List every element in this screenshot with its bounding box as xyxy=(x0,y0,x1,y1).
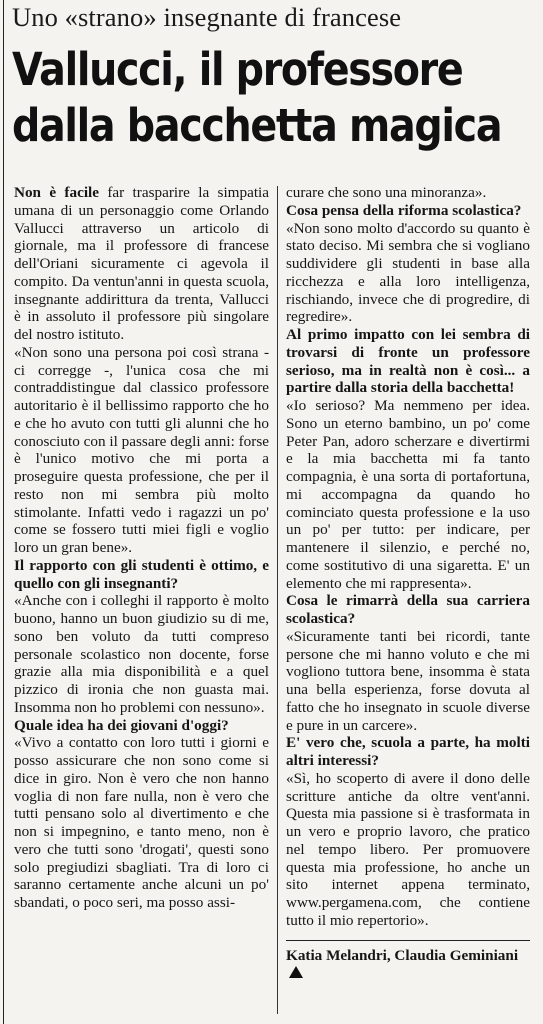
headline-line-1: Vallucci, il professore xyxy=(12,43,463,96)
paragraph-text: far trasparire la simpatia umana di un personaggio come Orlando Vallucci attraverso un articolo di giornale, ma il professore di francese dell'Oriani sicuramente ci agevola il compito. Da ventun'anni in questa scuola, insegnante addirittura da trenta, Vallucci è in assoluto il professore più singolare del nostro istituto. xyxy=(14,184,269,343)
answer: «Vivo a contatto con loro tutti i giorni e posso assicurare che non sono come si dice in giro. Non è vero che non hanno voglia di non fare nulla, non è vero che tutti pensano solo al divertimento e che non si impegnino, e tanto meno, non è vero che tutti sono 'drogati', questi sono solo pregiudizi sbagliati. Tra di loro ci saranno certamente anche alcuni un po' sbandati, o poco seri, ma posso assi- xyxy=(14,734,269,911)
answer: «Sicuramente tanti bei ricordi, tante persone che mi hanno voluto e che mi vogliono tuttora bene, insomma è stata una bella esperienza, forse dovuta al fatto che ho insegnato in scuole diverse e pure in un carcere». xyxy=(286,627,530,734)
headline-line-2: dalla bacchetta magica xyxy=(12,99,502,152)
kicker: Uno «strano» insegnante di francese xyxy=(12,2,402,32)
byline-text: Katia Melandri, Claudia Geminiani xyxy=(286,946,519,964)
answer: «Sì, ho scoperto di avere il dono delle scritture antiche da oltre vent'anni. Questa mia passione si è trasformata in un vero e proprio lavoro, che pratico nel tempo libero. Per promuovere questa mia professione, ho anche un sito internet appena terminato, www.pergamena.com, che contiene tutto il mio repertorio». xyxy=(286,769,530,929)
question: Al primo impatto con lei sembra di trovarsi di fronte un professore serioso, ma in realtà non è così... a partire dalla storia della bacchetta! xyxy=(286,326,530,397)
answer: «Anche con i colleghi il rapporto è molto buono, hanno un buon giudizio su di me, sono ben voluto da tutti compreso personale scolastico non docente, forse grazie alla mia disponibilità e a quel pizzico di ironia che non guasta mai. Insomma non ho problemi con nessuno». xyxy=(14,592,269,716)
column-divider xyxy=(277,186,278,1014)
paragraph: «Non sono una persona poi così strana - ci corregge -, l'unica cosa che mi contraddistingue dal classico professore autoritario è il bellissimo rapporto che ho e che ho avuto con tutti gli alunni che ho conosciuto con il passare degli anni: forse è l'unico motivo che mi porta a proseguire questa professione, che per il resto non mi sembra più molto stimolante. Infatti vedo i ragazzi un po' come se fossero tutti miei figli e voglio loro un gran bene». xyxy=(14,343,269,556)
left-column xyxy=(14,184,269,912)
question: Cosa le rimarrà della sua carriera scolastica? xyxy=(286,592,530,627)
paragraph: curare che sono una minoranza». xyxy=(286,184,487,201)
page-edge-line xyxy=(3,0,4,1024)
right-column xyxy=(286,184,530,982)
question: Cosa pensa della riforma scolastica? xyxy=(286,201,522,219)
answer: «Io serioso? Ma nemmeno per idea. Sono un eterno bambino, un po' come Peter Pan, adoro scherzare e divertirmi e la mia bacchetta mi fa tanto compagnia, è una sorta di portafortuna, mi accompagna da quando ho cominciato questa professione e la uso un po' per tutto: per indicare, per mantenere il silenzio, e perché no, come sostitutivo di una sigaretta. E' un elemento che mi rappresenta». xyxy=(286,397,530,592)
question: E' vero che, scuola a parte, ha molti altri interessi? xyxy=(286,734,530,769)
lead-in: Non è facile xyxy=(14,184,100,201)
headline xyxy=(12,42,502,154)
question: Quale idea ha dei giovani d'oggi? xyxy=(14,716,229,734)
question: Il rapporto con gli studenti è ottimo, e quello con gli insegnanti? xyxy=(14,556,269,592)
answer: «Non sono molto d'accordo su quanto è stato deciso. Mi sembra che si vogliano suddividere gli studenti in base alla ricchezza e alla loro intelligenza, rischiando, invece che di progredire, di regredire». xyxy=(286,219,530,326)
paragraph xyxy=(14,184,269,344)
byline xyxy=(286,940,530,983)
end-triangle-icon xyxy=(289,966,303,978)
